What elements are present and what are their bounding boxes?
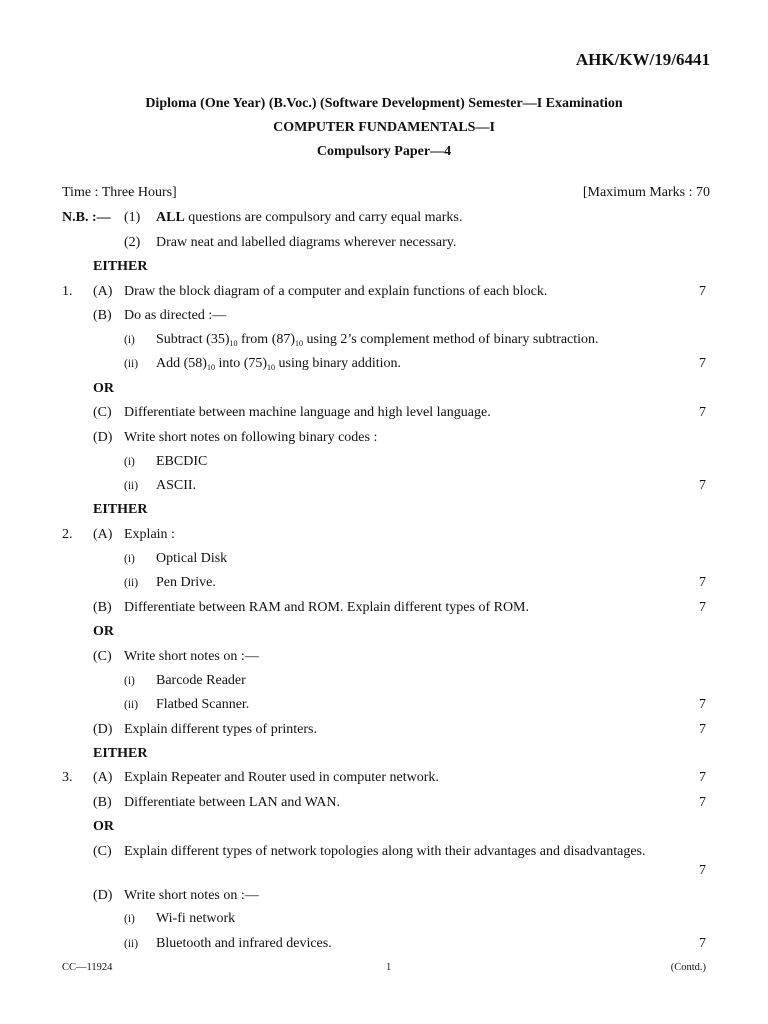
part-label: (A) [93,770,113,785]
time-label: Time : Three Hours] [62,185,177,200]
part-label: (B) [93,308,112,323]
text-fragment: using 2’s complement method of binary subtraction. [306,332,599,347]
question-number: 2. [62,527,73,542]
marks: 7 [699,600,706,615]
question-text: Differentiate between LAN and WAN. [124,795,341,810]
subscript: 10 [206,363,215,372]
marks: 7 [699,722,706,737]
question-text: Flatbed Scanner. [156,697,250,712]
part-label: (A) [93,527,113,542]
question-text: ASCII. [156,478,197,493]
sub-label: (i) [124,913,135,925]
subscript: 10 [267,363,276,372]
part-label: (D) [93,888,113,903]
page-number: 1 [386,962,392,973]
text-fragment: into (75) [218,356,268,371]
sub-label: (ii) [124,938,139,950]
footer-code: CC—11924 [62,962,113,973]
paper-code: AHK/KW/19/6441 [575,50,710,69]
subscript: 10 [295,339,304,348]
nb-text-2: Draw neat and labelled diagrams wherever necessary. [156,235,457,250]
part-label: (D) [93,722,113,737]
sub-label: (i) [124,334,135,346]
marks: 7 [699,936,706,951]
question-text [156,356,401,372]
question-text: Write short notes on following binary codes : [124,430,378,445]
question-text: Differentiate between RAM and ROM. Explain different types of ROM. [124,600,530,615]
marks: 7 [699,575,706,590]
question-text: Barcode Reader [156,673,246,688]
question-text: Write short notes on :— [124,888,259,903]
text-fragment: using binary addition. [278,356,402,371]
marks: 7 [699,770,706,785]
part-label: (C) [93,405,112,420]
question-text: Pen Drive. [156,575,216,590]
sub-label: (ii) [124,358,139,370]
question-text: Differentiate between machine language and high level language. [124,405,491,420]
nb-label: N.B. :— [62,210,111,225]
marks: 7 [699,863,706,878]
sub-label: (i) [124,456,135,468]
marks: 7 [699,405,706,420]
marks: 7 [699,795,706,810]
nb-text-1 [156,210,462,226]
part-label: (D) [93,430,113,445]
sub-label: (ii) [124,577,139,589]
question-text [156,332,599,348]
part-label: (A) [93,284,113,299]
sub-label: (ii) [124,699,139,711]
text-fragment: Add (58) [156,356,207,371]
subscript: 10 [229,339,238,348]
nb-all: ALL [156,210,185,225]
sub-label: (ii) [124,480,139,492]
contd-label: (Contd.) [670,962,706,973]
question-number: 3. [62,770,73,785]
question-text: Explain : [124,527,175,542]
either-heading: EITHER [93,259,148,274]
or-heading: OR [93,624,114,639]
marks: 7 [699,697,706,712]
question-text: Wi-fi network [156,911,236,926]
question-text: Explain different types of printers. [124,722,317,737]
part-label: (B) [93,600,112,615]
nb-num-1: (1) [124,210,141,225]
question-text: Optical Disk [156,551,228,566]
header-line-3: Compulsory Paper—4 [316,144,452,159]
either-heading: EITHER [93,746,148,761]
marks: 7 [699,478,706,493]
part-label: (C) [93,649,112,664]
question-text: Explain Repeater and Router used in computer network. [124,770,439,785]
question-text: Explain different types of network topologies along with their advantages and disadvantages. [124,844,646,859]
question-text: EBCDIC [156,454,208,469]
question-text: Write short notes on :— [124,649,259,664]
text-fragment: Subtract (35) [156,332,230,347]
marks: 7 [699,284,706,299]
question-text: Bluetooth and infrared devices. [156,936,332,951]
or-heading: OR [93,381,114,396]
header-line-1: Diploma (One Year) (B.Voc.) (Software Development) Semester—I Examination [145,96,623,111]
nb-text-1-rest: questions are compulsory and carry equal marks. [188,210,463,225]
sub-label: (i) [124,675,135,687]
part-label: (B) [93,795,112,810]
part-label: (C) [93,844,112,859]
max-marks-label: [Maximum Marks : 70 [582,185,710,200]
marks: 7 [699,356,706,371]
question-text: Do as directed :— [124,308,227,323]
question-number: 1. [62,284,73,299]
sub-label: (i) [124,553,135,565]
text-fragment: from (87) [240,332,296,347]
or-heading: OR [93,819,114,834]
either-heading: EITHER [93,502,148,517]
header-line-2: COMPUTER FUNDAMENTALS—I [273,120,495,135]
nb-num-2: (2) [124,235,141,250]
question-text: Draw the block diagram of a computer and explain functions of each block. [124,284,548,299]
